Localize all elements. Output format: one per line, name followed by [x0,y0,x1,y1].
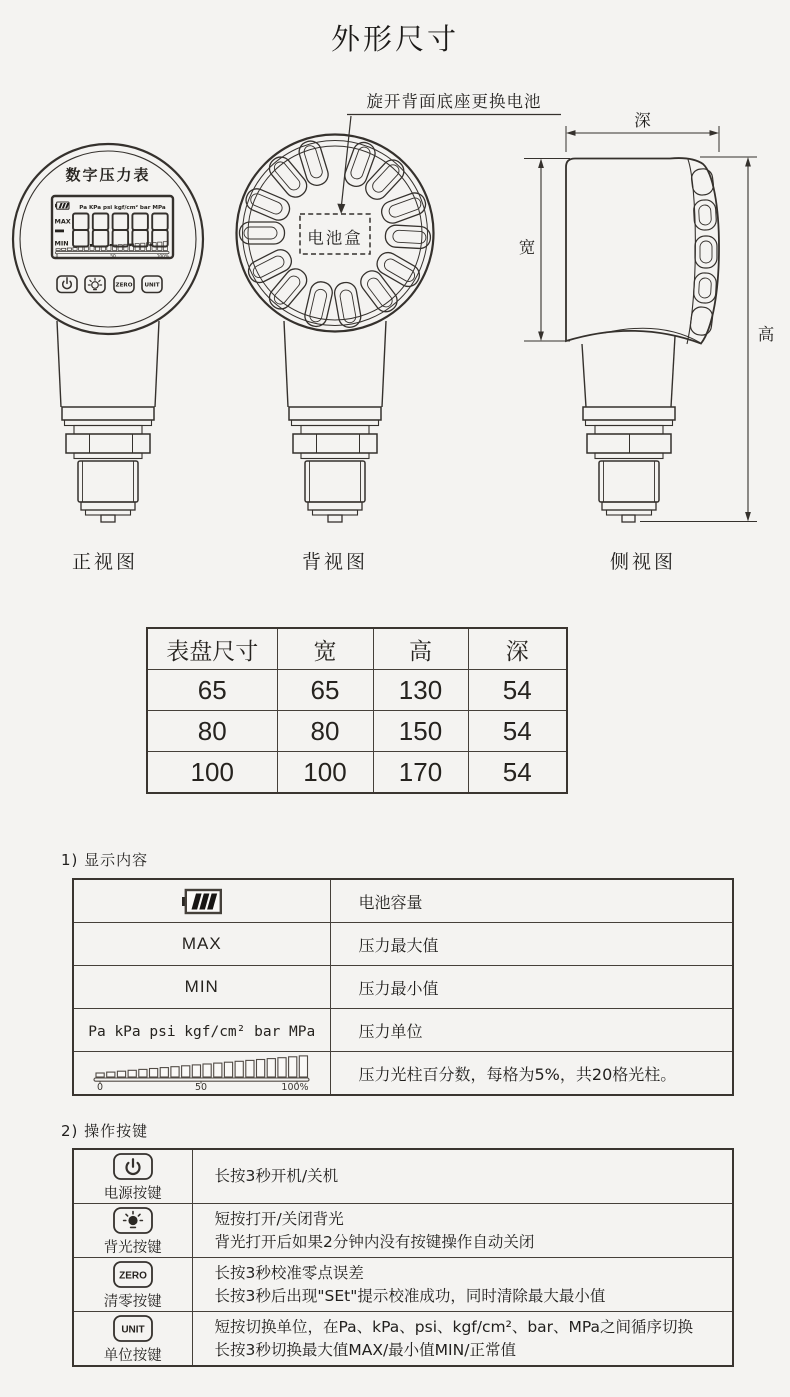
table-row [73,1204,733,1258]
size-cell: 100 [277,752,373,794]
table-row [73,879,733,923]
dim-depth [566,111,719,152]
lcd-max: MAX [54,217,71,226]
table-row [73,923,733,966]
dimension-diagram [0,0,790,580]
unit-button-label: UNIT [144,282,160,289]
display-desc: 压力最小值 [330,966,733,1009]
side-view [519,111,775,573]
display-content-table [72,878,734,1096]
lcd-scale-100: 100% [156,254,169,260]
table-row [147,752,567,794]
bargraph-scale-100: 100% [281,1082,309,1091]
zero-button-label: ZERO [115,282,133,289]
key-desc: 短按切换单位，在Pa、kPa、psi、kgf/cm²、bar、MPa之间循序切换 [214,1317,694,1336]
keys-section-title: 2) 操作按键 [61,1122,149,1140]
key-desc: 长按3秒校准零点误差 [214,1263,364,1282]
table-row [73,1052,733,1096]
back-stem [284,321,386,522]
power-icon [63,278,72,289]
size-cell: 65 [277,670,373,711]
lcd-digits [73,214,168,247]
bargraph-scale-0: 0 [96,1082,103,1091]
size-header-height: 高 [373,628,468,670]
gauge-buttons [57,276,162,293]
pressure-units-symbol: Pa kPa psi kgf/cm² bar MPa [88,1023,316,1040]
min-symbol: MIN [184,977,219,996]
key-desc: 长按3秒后出现"SEt"提示校准成功，同时清除最大最小值 [214,1286,606,1305]
front-view-label: 正视图 [71,551,139,573]
size-cell: 100 [147,752,277,794]
zero-button-icon [111,1260,155,1289]
dim-depth-label: 深 [634,111,651,130]
size-cell: 80 [147,711,277,752]
table-row [73,1149,733,1204]
battery-icon [55,202,69,209]
size-header-width: 宽 [277,628,373,670]
operation-keys-table [72,1148,734,1367]
side-stem [582,336,675,522]
key-desc: 短按打开/关闭背光 [214,1209,344,1228]
display-section-title: 1) 显示内容 [61,851,149,869]
backlight-button-icon [111,1206,155,1235]
lcd-minus-sign [55,230,64,233]
lcd-display [52,196,173,260]
size-cell: 130 [373,670,468,711]
front-view [13,144,203,573]
display-desc: 电池容量 [330,879,733,923]
key-desc: 背光打开后如果2分钟内没有按键操作自动关闭 [214,1232,535,1251]
power-button-icon [111,1152,155,1181]
size-cell: 150 [373,711,468,752]
key-desc: 长按3秒开机/关机 [214,1167,339,1185]
zero-button-text: ZERO [118,1270,147,1282]
table-row [73,1258,733,1312]
battery-note-arrowhead [337,204,345,214]
key-label: 清零按键 [103,1294,162,1310]
dim-height-label: 高 [757,325,775,344]
backlight-icon [88,278,101,289]
key-label: 电源按键 [103,1186,162,1202]
unit-button-text: UNIT [121,1324,145,1336]
size-cell: 80 [277,711,373,752]
size-table-header-row [147,628,567,670]
dim-height [640,157,774,522]
dim-width [519,159,570,342]
bargraph-icon [91,1055,313,1091]
display-desc: 压力光柱百分数，每格为5%，共20格光柱。 [330,1052,733,1096]
key-desc: 长按3秒切换最大值MAX/最小值MIN/正常值 [214,1340,516,1359]
display-desc: 压力最大值 [330,923,733,966]
size-cell: 54 [468,711,567,752]
battery-note: 旋开背面底座更换电池 [366,92,542,111]
max-symbol: MAX [181,934,222,953]
lcd-scale-50: 50 [110,254,116,260]
lcd-scale-0: 0 [55,254,59,260]
table-row [147,711,567,752]
back-view-label: 背视图 [301,551,369,573]
page-title: 外形尺寸 [330,22,460,56]
back-view [237,135,434,574]
battery-box-label: 电池盒 [307,228,363,248]
display-desc: 压力单位 [330,1009,733,1052]
lcd-min: MIN [54,239,69,248]
size-header-dial: 表盘尺寸 [147,628,277,670]
bargraph-scale-50: 50 [194,1082,207,1091]
size-cell: 170 [373,752,468,794]
size-cell: 65 [147,670,277,711]
table-row [73,966,733,1009]
device-name: 数字压力表 [65,166,151,184]
key-label: 背光按键 [103,1240,162,1256]
table-row [73,1312,733,1367]
side-view-label: 侧视图 [609,551,677,573]
table-row [147,670,567,711]
lcd-units: Pa KPa psi kgf/cm² bar MPa [79,204,166,211]
size-cell: 54 [468,752,567,794]
key-label: 单位按键 [103,1348,162,1364]
size-table [146,627,568,794]
front-stem [57,321,159,522]
unit-button-icon [111,1314,155,1343]
dim-width-label: 宽 [518,238,536,257]
table-row [73,1009,733,1052]
battery-icon [181,888,223,915]
side-body [566,158,719,343]
size-cell: 54 [468,670,567,711]
size-header-depth: 深 [468,628,567,670]
